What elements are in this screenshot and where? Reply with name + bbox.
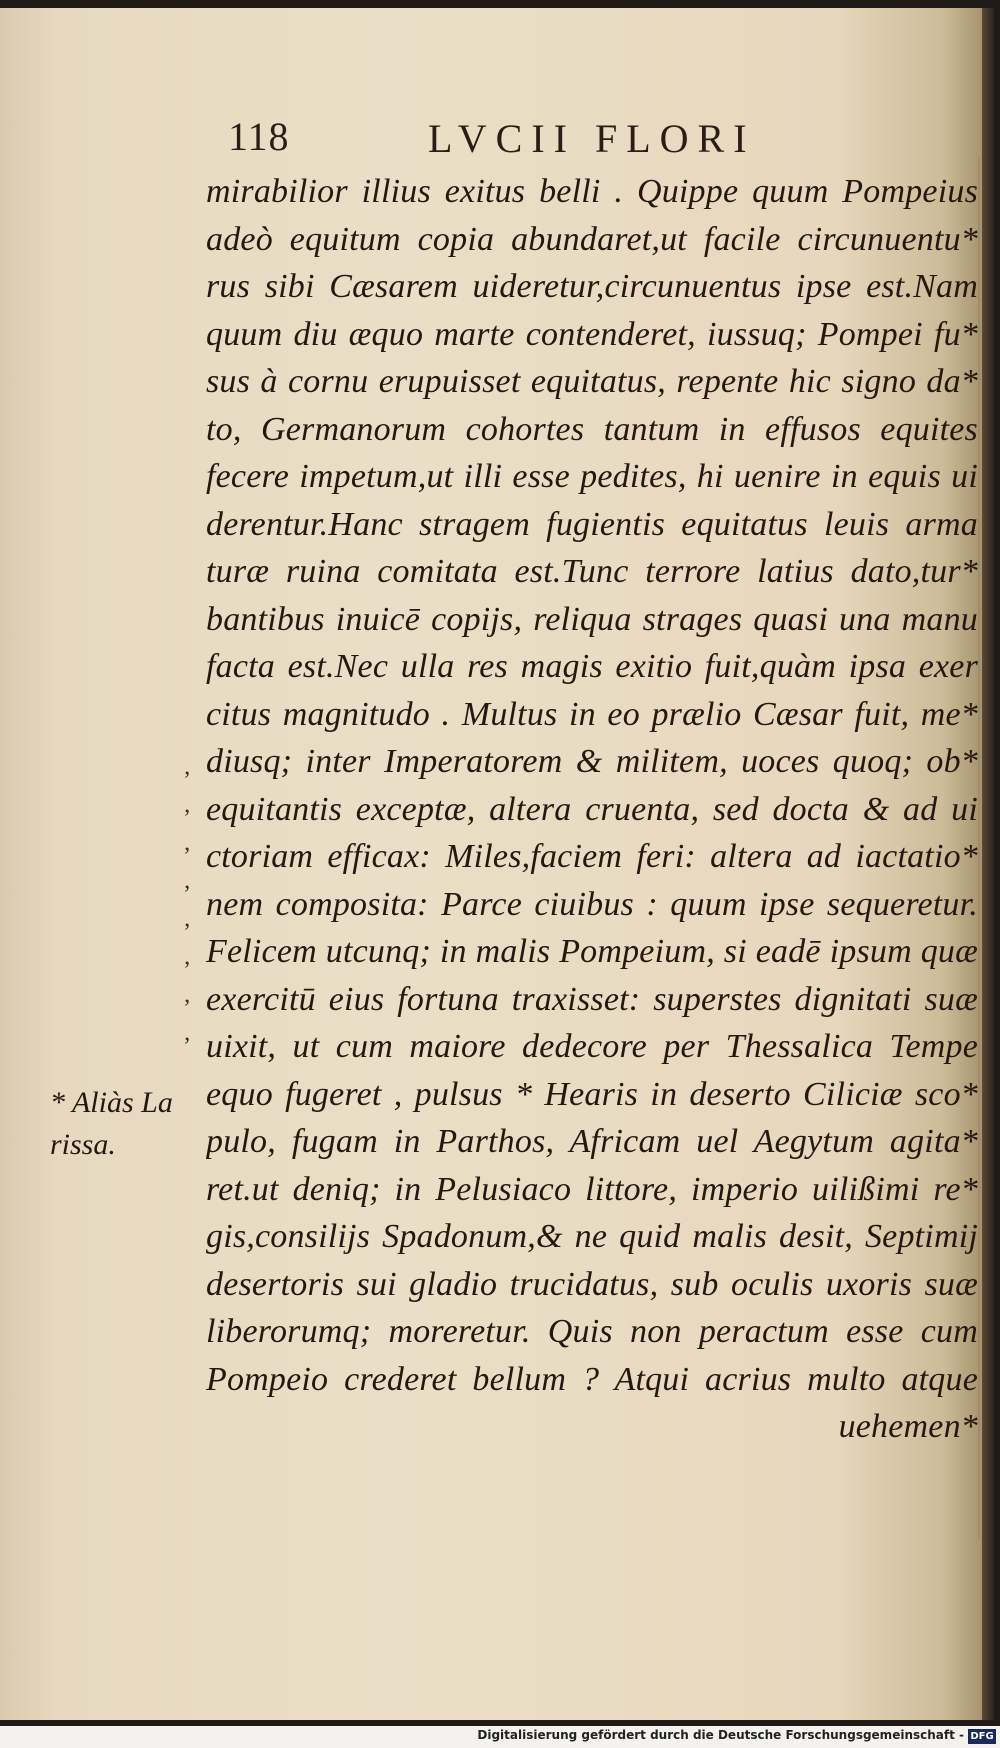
text-line: facta est.Nec ulla res magis exitio fuit,quàm ipsa exer: [206, 648, 978, 685]
text-line: ctoriam efficax: Miles,faciem feri: altera ad iactatio*: [206, 838, 978, 875]
quote-mark-icon: ‚: [183, 792, 191, 818]
text-line: derentur.Hanc stragem fugientis equitatus leuis arma: [206, 505, 978, 543]
text-line: to, Germanorum cohortes tantum in effusos equites: [206, 410, 978, 448]
text-line: nem composita: Parce ciuibus : quum ipse sequeretur.: [206, 885, 978, 923]
quote-mark-icon: ‚: [183, 830, 191, 856]
quote-mark-icon: ‚: [183, 982, 191, 1008]
text-line: uixit, ut cum maiore dedecore per Thessalica Tempe: [206, 1028, 978, 1065]
text-line: turæ ruina comitata est.Tunc terrore latius dato,tur*: [206, 553, 978, 590]
quote-mark-icon: ‚: [183, 1020, 191, 1046]
margin-note-line: rissa.: [50, 1128, 116, 1161]
text-line: gis,consilijs Spadonum,& ne quid malis desit, Septimij: [206, 1218, 978, 1255]
footer-credit: Digitalisierung gefördert durch die Deutsche Forschungsgemeinschaft -: [477, 1728, 964, 1742]
text-line: pulo, fugam in Parthos, Africam uel Aegytum agita*: [206, 1123, 978, 1160]
text-line: mirabilior illius exitus belli . Quippe quum Pompeius: [206, 173, 978, 210]
running-title: LVCII FLORI: [428, 116, 756, 161]
text-line: citus magnitudo . Multus in eo prælio Cæsar fuit, me*: [206, 695, 978, 733]
text-line: Felicem utcunq; in malis Pompeium, si eadē ipsum quæ: [206, 933, 978, 970]
text-line: bantibus inuicē copijs, reliqua strages quasi una manu: [206, 600, 978, 638]
text-line: equitantis exceptæ, altera cruenta, sed docta & ad ui: [206, 790, 978, 828]
text-line: Pompeio crederet bellum ? Atqui acrius multo atque: [206, 1360, 978, 1398]
text-line: equo fugeret , pulsus * Hearis in deserto Ciliciæ sco*: [206, 1075, 978, 1113]
text-line: adeò equitum copia abundaret,ut facile circunuentu*: [206, 220, 978, 258]
margin-note-line: * Aliàs La: [50, 1086, 173, 1119]
text-line: fecere impetum,ut illi esse pedites, hi uenire in equis ui: [206, 458, 978, 495]
page-number: 118: [228, 114, 290, 159]
body-text: [206, 168, 978, 1451]
margin-note: [50, 1082, 190, 1166]
text-line: desertoris sui gladio trucidatus, sub oculis uxoris suæ: [206, 1265, 978, 1303]
dfg-logo-icon: DFG: [968, 1729, 996, 1744]
quote-mark-icon: ‚: [183, 754, 191, 780]
text-line: exercitū eius fortuna traxisset: superstes dignitati suæ: [206, 980, 978, 1018]
text-line: ret.ut deniq; in Pelusiaco littore, imperio uilißimi re*: [206, 1170, 978, 1208]
text-line: diusq; inter Imperatorem & militem, uoces quoq; ob*: [206, 743, 978, 780]
text-line: quum diu æquo marte contenderet, iussuq; Pompei fu*: [206, 315, 978, 353]
page-edge-shadow: [978, 158, 980, 1538]
catchword: uehemen*: [838, 1408, 978, 1445]
text-line: liberorumq; moreretur. Quis non peractum esse cum: [206, 1313, 978, 1350]
book-page: [0, 8, 986, 1720]
quote-mark-icon: ‚: [183, 944, 191, 970]
margin-quote-marks: [176, 748, 198, 1052]
quote-mark-icon: ‚: [183, 906, 191, 932]
text-line: sus à cornu erupuisset equitatus, repente hic signo da*: [206, 363, 978, 400]
digitization-footer: [0, 1726, 1000, 1748]
page-header: [200, 113, 980, 169]
quote-mark-icon: ‚: [183, 868, 191, 894]
text-line: rus sibi Cæsarem uideretur,circunuentus ipse est.Nam: [206, 268, 978, 305]
